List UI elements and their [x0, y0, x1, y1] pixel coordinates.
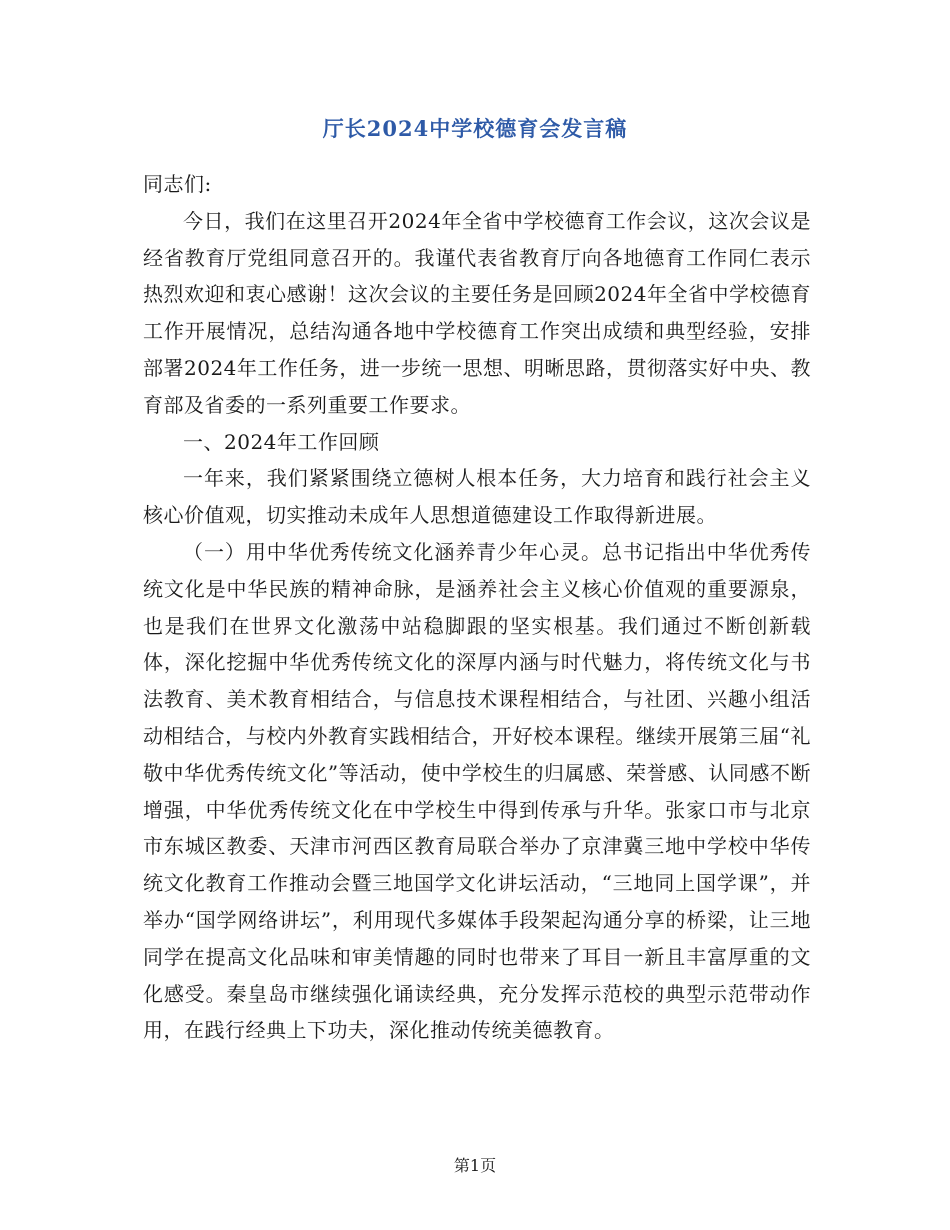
- paragraph-summary: 一年来，我们紧紧围绕立德树人根本任务，大力培育和践行社会主义核心价值观，切实推动未成年人思想道德建设工作取得新进展。: [143, 466, 811, 528]
- salutation: 同志们:: [143, 172, 212, 196]
- document-body: [143, 166, 811, 1049]
- paragraph-traditional-culture: （一）用中华优秀传统文化涵养青少年心灵。总书记指出中华优秀传统文化是中华民族的精神命脉，是涵养社会主义核心价值观的重要源泉，也是我们在世界文化激荡中站稳脚跟的坚实根基。我们通过不断创新载体，深化挖掘中华优秀传统文化的深厚内涵与时代魅力，将传统文化与书法教育、美术教育相结合，与信息技术课程相结合，与社团、兴趣小组活动相结合，与校内外教育实践相结合，开好校本课程。继续开展第三届“礼敬中华优秀传统文化”等活动，使中学校生的归属感、荣誉感、认同感不断增强，中华优秀传统文化在中学校生中得到传承与升华。张家口市与北京市东城区教委、天津市河西区教育局联合举办了京津冀三地中学校中华传统文化教育工作推动会暨三地国学文化讲坛活动，“三地同上国学课”，并举办“国学网络讲坛”，利用现代多媒体手段架起沟通分享的桥梁，让三地同学在提高文化品味和审美情趣的同时也带来了耳目一新且丰富厚重的文化感受。秦皇岛市继续强化诵读经典，充分发挥示范校的典型示范带动作用，在践行经典上下功夫，深化推动传统美德教育。: [143, 539, 811, 1043]
- document-title: 厅长2024中学校德育会发言稿: [322, 116, 628, 141]
- section-heading: 一、2024年工作回顾: [183, 429, 380, 454]
- paragraph-intro: 今日，我们在这里召开2024年全省中学校德育工作会议，这次会议是经省教育厅党组同意召开的。我谨代表省教育厅向各地德育工作同仁表示热烈欢迎和衷心感谢！这次会议的主要任务是回顾2024年全省中学校德育工作开展情况，总结沟通各地中学校德育工作突出成绩和典型经验，安排部署2024年工作任务，进一步统一思想、明晰思路，贯彻落实好中央、教育部及省委的一系列重要工作要求。: [143, 208, 811, 417]
- page-number: 第1页: [453, 1156, 497, 1175]
